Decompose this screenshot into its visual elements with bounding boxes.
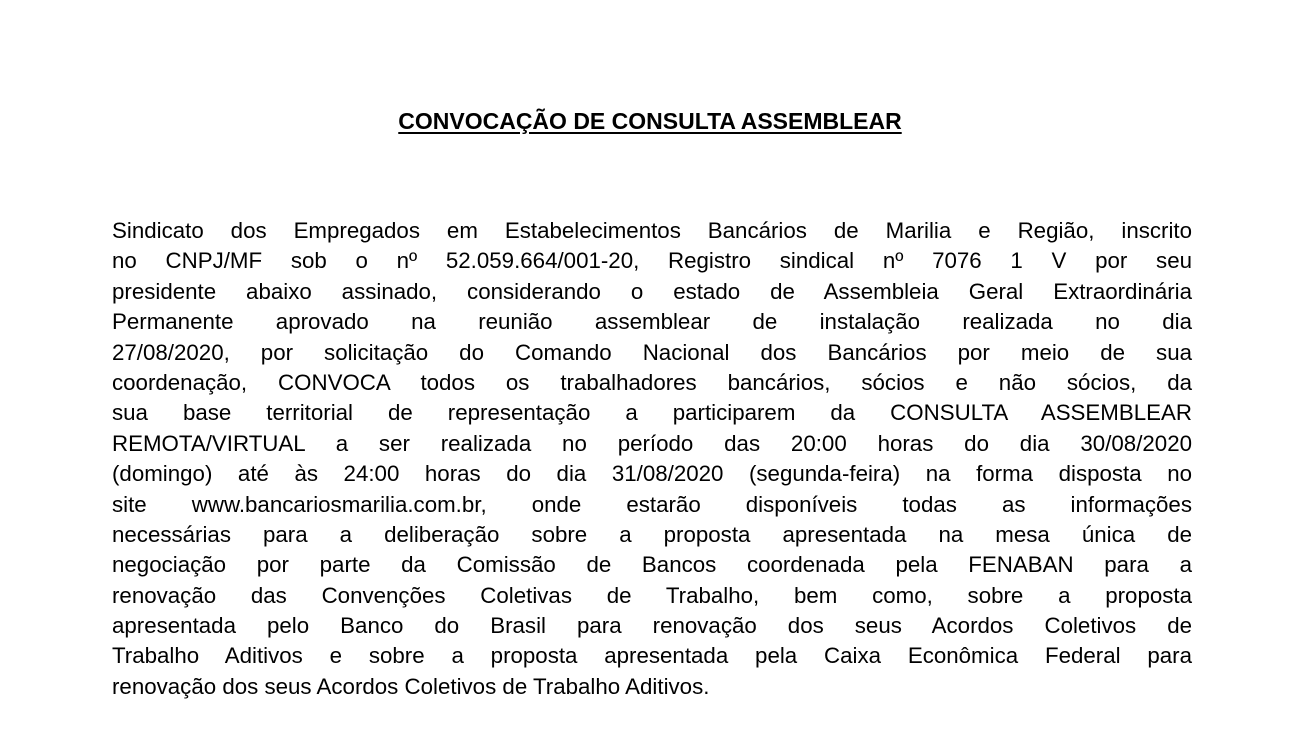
paragraph-line: necessárias para a deliberação sobre a proposta apresentada na mesa única de	[112, 521, 1192, 547]
paragraph-line: presidente abaixo assinado, considerando o estado de Assembleia Geral Extraordinária	[112, 278, 1192, 304]
paragraph-line: (domingo) até às 24:00 horas do dia 31/08/2020 (segunda-feira) na forma disposta no	[112, 461, 1192, 487]
paragraph-line: Permanente aprovado na reunião assemblear de instalação realizada no dia	[112, 309, 1192, 335]
paragraph-line: sua base territorial de representação a participarem da CONSULTA ASSEMBLEAR	[112, 400, 1192, 426]
paragraph-line: renovação das Convenções Coletivas de Trabalho, bem como, sobre a proposta	[112, 582, 1192, 608]
document-title: CONVOCAÇÃO DE CONSULTA ASSEMBLEAR	[398, 108, 902, 134]
convocation-paragraph	[112, 216, 1192, 702]
paragraph-line: no CNPJ/MF sob o nº 52.059.664/001-20, Registro sindical nº 7076 1 V por seu	[112, 248, 1192, 274]
paragraph-line: Sindicato dos Empregados em Estabelecimentos Bancários de Marilia e Região, inscrito	[112, 218, 1192, 243]
paragraph-line: 27/08/2020, por solicitação do Comando Nacional dos Bancários por meio de sua	[112, 339, 1192, 365]
paragraph-line: site www.bancariosmarilia.com.br, onde estarão disponíveis todas as informações	[112, 491, 1192, 517]
paragraph-line: negociação por parte da Comissão de Bancos coordenada pela FENABAN para a	[112, 552, 1192, 578]
paragraph-line: apresentada pelo Banco do Brasil para renovação dos seus Acordos Coletivos de	[112, 613, 1192, 639]
paragraph-line: Trabalho Aditivos e sobre a proposta apresentada pela Caixa Econômica Federal para	[112, 643, 1192, 669]
paragraph-line: renovação dos seus Acordos Coletivos de Trabalho Aditivos.	[112, 673, 710, 699]
paragraph-line: REMOTA/VIRTUAL a ser realizada no período das 20:00 horas do dia 30/08/2020	[112, 430, 1192, 456]
paragraph-line: coordenação, CONVOCA todos os trabalhadores bancários, sócios e não sócios, da	[112, 369, 1192, 395]
